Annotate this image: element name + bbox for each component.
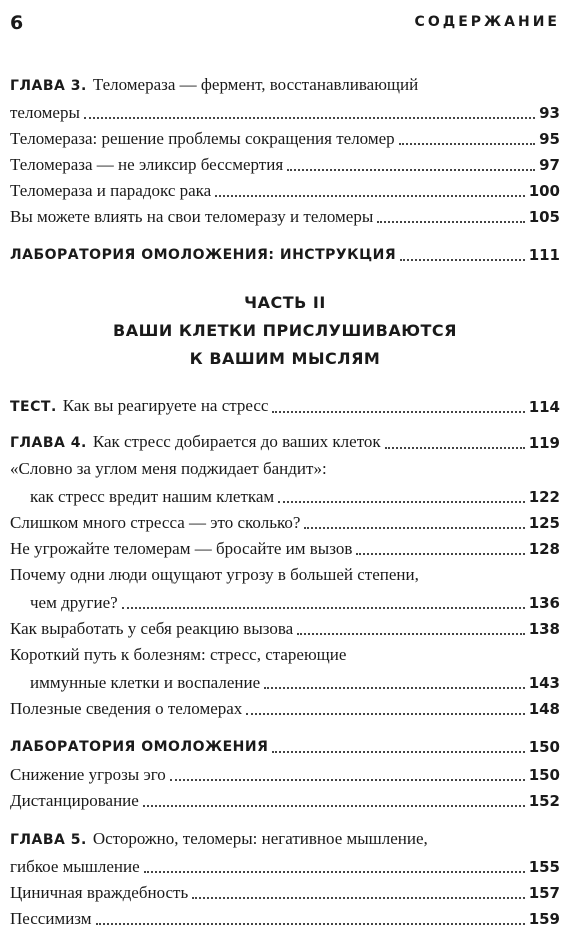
page-ref: 125: [528, 514, 560, 532]
chapter-3-title-line-2: теломеры: [10, 103, 80, 122]
page-number: 6: [10, 12, 24, 34]
page-ref: 119: [528, 434, 560, 452]
page-ref: 97: [539, 156, 560, 174]
dot-leader: [122, 606, 525, 609]
toc-entry[interactable]: [10, 614, 560, 640]
page-ref: 105: [528, 208, 560, 226]
page-ref: 128: [528, 540, 560, 558]
toc-entry-lab[interactable]: [10, 732, 560, 758]
page-ref: 150: [528, 766, 560, 784]
entry-title: Вы можете влиять на свои теломеразу и теломеры: [10, 207, 374, 226]
dot-leader: [215, 194, 524, 197]
entry-title: Как выработать у себя реакцию вызова: [10, 619, 294, 638]
dot-leader: [272, 410, 524, 413]
page-ref: 122: [528, 488, 560, 506]
page-ref: 157: [528, 884, 560, 902]
toc-entry[interactable]: [10, 150, 560, 176]
dot-leader: [96, 922, 525, 925]
dot-leader: [192, 896, 524, 899]
dot-leader: [143, 804, 525, 807]
toc-entry-chapter-4[interactable]: [10, 428, 560, 454]
chapter-5-title-text: Осторожно, теломеры: негативное мышление,: [92, 829, 428, 848]
dot-leader: [400, 258, 525, 261]
dot-leader: [385, 446, 525, 449]
toc-entry[interactable]: [10, 202, 560, 228]
toc-entry[interactable]: [10, 694, 560, 720]
dot-leader: [272, 750, 524, 753]
entry-title-line-2: как стресс вредит нашим клеткам: [30, 487, 275, 506]
dot-leader: [246, 712, 524, 715]
chapter-5-tag: ГЛАВА 5.: [10, 832, 87, 848]
toc-entry[interactable]: [10, 176, 560, 202]
table-of-contents: [10, 0, 560, 940]
page-ref: 152: [528, 792, 560, 810]
dot-leader: [304, 526, 524, 529]
page-ref: 143: [528, 674, 560, 692]
part-title-line-2: К ВАШИМ МЫСЛЯМ: [189, 349, 381, 368]
entry-title: Теломераза — не эликсир бессмертия: [10, 155, 284, 174]
running-title: СОДЕРЖАНИЕ: [414, 14, 560, 30]
entry-title-line-1[interactable]: «Словно за углом меня поджидает бандит»:: [10, 459, 327, 478]
entry-title: Теломераза и парадокс рака: [10, 181, 212, 200]
chapter-5-title-line-2: гибкое мышление: [10, 857, 140, 876]
chapter-3-title-text: Теломераза — фермент, восстанавливающий: [92, 75, 419, 94]
dot-leader: [144, 870, 525, 873]
lab-title: ЛАБОРАТОРИЯ ОМОЛОЖЕНИЯ: ИНСТРУКЦИЯ: [10, 247, 397, 263]
entry-title: Не угрожайте теломерам — бросайте им вызов: [10, 539, 353, 558]
toc-entry[interactable]: [10, 668, 560, 694]
entry-title-line-2: иммунные клетки и воспаление: [30, 673, 261, 692]
page-ref: 150: [528, 738, 560, 756]
dot-leader: [170, 778, 525, 781]
dot-leader: [356, 552, 524, 555]
page-ref: 95: [539, 130, 560, 148]
page-ref: 159: [528, 910, 560, 928]
dot-leader: [377, 220, 524, 223]
toc-entry-test[interactable]: [10, 392, 560, 418]
toc-entry[interactable]: [10, 760, 560, 786]
entry-title: Циничная враждебность: [10, 883, 189, 902]
entry-title-line-2: чем другие?: [30, 593, 118, 612]
toc-entry[interactable]: [10, 878, 560, 904]
entry-title: Дистанцирование: [10, 791, 139, 810]
dot-leader: [84, 116, 535, 119]
dot-leader: [287, 168, 535, 171]
toc-entry[interactable]: [10, 588, 560, 614]
toc-entry-lab-instructions[interactable]: [10, 240, 560, 266]
entry-title: Снижение угрозы эго: [10, 765, 166, 784]
toc-entry[interactable]: [10, 534, 560, 560]
lab-title: ЛАБОРАТОРИЯ ОМОЛОЖЕНИЯ: [10, 739, 269, 755]
toc-entry[interactable]: [10, 508, 560, 534]
page-ref: 111: [528, 246, 560, 264]
page-ref: 138: [528, 620, 560, 638]
page-ref: 100: [528, 182, 560, 200]
chapter-3-title-line-1[interactable]: [10, 72, 560, 98]
page-ref: 148: [528, 700, 560, 718]
dot-leader: [297, 632, 524, 635]
entry-title-line-1[interactable]: Короткий путь к болезням: стресс, стареющие: [10, 645, 347, 664]
entry-title: Теломераза: решение проблемы сокращения теломер: [10, 129, 395, 148]
entry-title: Как вы реагируете на стресс: [62, 396, 269, 415]
part-title-line-1: ВАШИ КЛЕТКИ ПРИСЛУШИВАЮТСЯ: [113, 321, 457, 340]
toc-entry[interactable]: [10, 904, 560, 930]
chapter-5-title-line-1[interactable]: [10, 826, 560, 852]
toc-entry[interactable]: [10, 786, 560, 812]
toc-entry[interactable]: [10, 124, 560, 150]
entry-title: Слишком много стресса — это сколько?: [10, 513, 301, 532]
page-ref: 114: [528, 398, 560, 416]
part-number: ЧАСТЬ II: [244, 293, 326, 312]
entry-title-line-1[interactable]: Почему одни люди ощущают угрозу в большей степени,: [10, 565, 419, 584]
page-ref: 155: [528, 858, 560, 876]
entry-title: Полезные сведения о теломерах: [10, 699, 243, 718]
chapter-4-tag: ГЛАВА 4.: [10, 435, 87, 451]
dot-leader: [399, 142, 535, 145]
toc-entry-chapter-5[interactable]: [10, 852, 560, 878]
page-ref: 136: [528, 594, 560, 612]
entry-title: Пессимизм: [10, 909, 92, 928]
chapter-4-title-text: Как стресс добирается до ваших клеток: [92, 432, 381, 451]
test-tag: ТЕСТ.: [10, 399, 57, 415]
page-ref: 93: [539, 104, 560, 122]
dot-leader: [278, 500, 525, 503]
dot-leader: [264, 686, 525, 689]
toc-entry-chapter-3[interactable]: [10, 98, 560, 124]
chapter-3-tag: ГЛАВА 3.: [10, 78, 87, 94]
toc-entry[interactable]: [10, 482, 560, 508]
